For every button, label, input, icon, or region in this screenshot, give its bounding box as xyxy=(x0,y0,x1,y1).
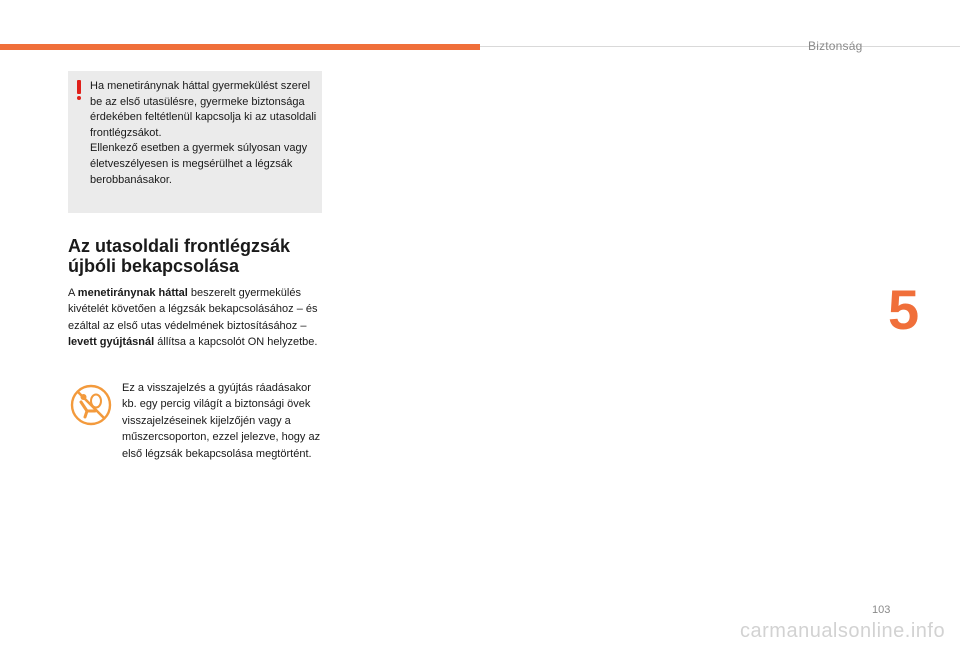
header-divider xyxy=(480,46,960,47)
exclamation-icon xyxy=(76,80,82,100)
section-name: Biztonság xyxy=(808,39,863,53)
body-bold-2: levett gyújtásnál xyxy=(68,336,155,349)
section-title-line-1: Az utasoldali frontlégzsák xyxy=(68,236,291,256)
warning-paragraph-1: Ha menetiránynak háttal gyermekülést szerel be az első utasülésre, gyermeke biztonsága érdekében feltétlenül kapcsolja ki az utasoldali frontlégzsákot. xyxy=(90,80,317,139)
section-body xyxy=(68,285,330,351)
airbag-off-icon xyxy=(70,384,112,426)
body-bold-1: menetiránynak háttal xyxy=(77,287,188,299)
body-suffix: állítsa a kapcsolót ON helyzetbe. xyxy=(154,336,318,349)
header-accent-bar xyxy=(0,44,480,50)
section-title xyxy=(68,236,328,276)
chapter-number: 5 xyxy=(888,278,920,341)
warning-paragraph-2: Ellenkező esetben a gyermek súlyosan vagy életveszélyesen is megsérülhet a légzsák berobbanásakor. xyxy=(90,142,308,186)
warning-text xyxy=(90,79,322,188)
body-middle: beszerelt gyermekülés kivételét követően a légzsák bekapcsolásához – és ezáltal az első utas védelmének biztosításához – xyxy=(68,287,318,332)
page-number: 103 xyxy=(872,604,891,616)
indicator-note: Ez a visszajelzés a gyújtás ráadásakor kb. egy percig világít a biztonsági övek visszajelzéseinek kijelzőjén vagy a műszercsoporton, ezzel jelezve, hogy az első légzsák bekapcsolása megtörtént. xyxy=(122,382,321,460)
section-title-line-2: újbóli bekapcsolása xyxy=(68,256,240,276)
body-prefix: A xyxy=(68,287,78,299)
watermark: carmanualsonline.info xyxy=(740,620,946,642)
